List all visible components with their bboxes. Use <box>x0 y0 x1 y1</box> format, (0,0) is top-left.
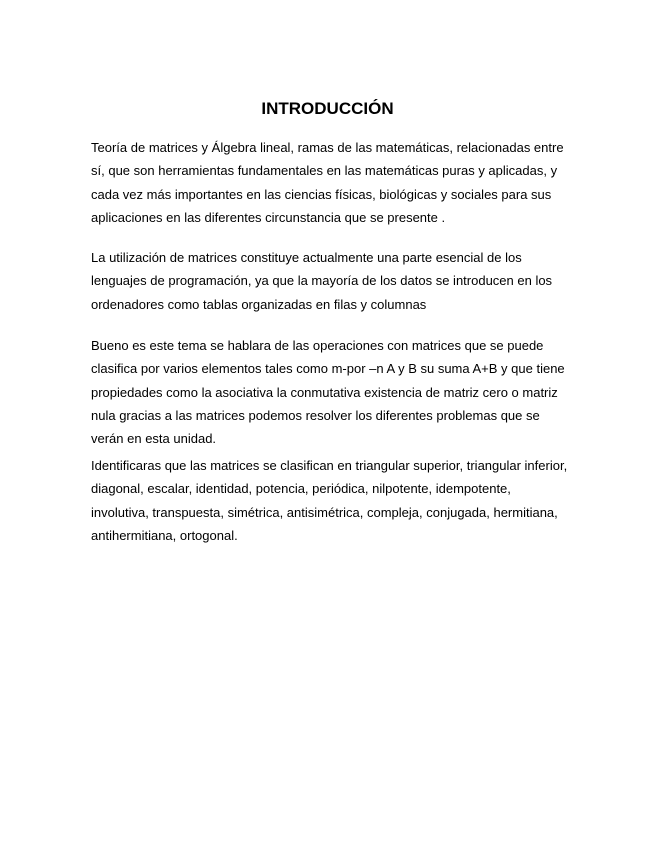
paragraph-operations: Bueno es este tema se hablara de las operaciones con matrices que se puede clasifica por varios elementos tales como m-por –n A y B su suma A+B y que tiene propiedades como la asociativa la conmutativa existencia de matriz cero o matriz nula gracias a las matrices podemos resolver los diferentes problemas que se verán en esta unidad. <box>91 338 565 447</box>
paragraph-intro: Teoría de matrices y Álgebra lineal, ramas de las matemáticas, relacionadas entre sí, que son herramientas fundamentales en las matemáticas puras y aplicadas, y cada vez más importantes en las ciencias físicas, biológicas y sociales para sus aplicaciones en las diferentes circunstancia que se presente . <box>91 140 564 225</box>
paragraph-programming: La utilización de matrices constituye actualmente una parte esencial de los lenguajes de programación, ya que la mayoría de los datos se introducen en los ordenadores como tablas organizadas en filas y columnas <box>91 250 553 312</box>
page-title: INTRODUCCIÓN <box>261 99 394 118</box>
paragraph-classification: Identificaras que las matrices se clasifican en triangular superior, triangular inferior, diagonal, escalar, identidad, potencia, periódica, nilpotente, idempotente, involutiva, transpuesta, simétrica, antisimétrica, compleja, conjugada, hermitiana, antihermitiana, ortogonal. <box>91 458 568 543</box>
